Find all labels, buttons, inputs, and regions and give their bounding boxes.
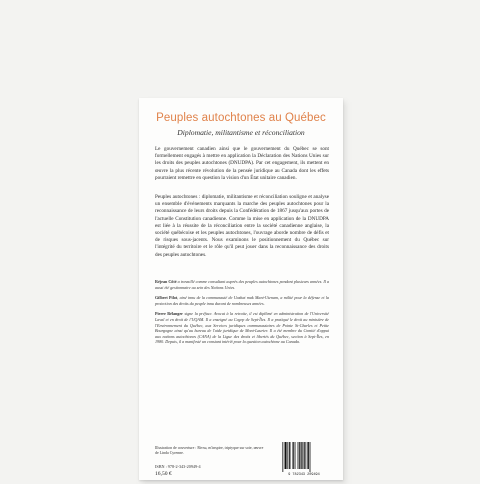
- barcode-bar: [289, 442, 290, 469]
- barcode-bar: [287, 442, 288, 469]
- author-bio: [155, 311, 329, 345]
- book-title: Peuples autochtones au Québec: [149, 112, 333, 124]
- price: 16,50 €: [155, 471, 172, 477]
- author-bio-text: a travaillé comme consultant auprès des peuples autochtones pendant plusieurs années. Il a aussi été gestionnaire au sein des Nations Unies.: [155, 279, 329, 290]
- barcode-bar: [301, 442, 302, 469]
- book-subtitle: Diplomatie, militantisme et réconciliation: [149, 128, 333, 137]
- book-back-cover: [139, 98, 343, 480]
- isbn: ISBN : 978-2-343-20949-4: [155, 464, 201, 469]
- blurb-paragraph-2: Peuples autochtones : diplomatie, militantisme et réconciliation souligne et analyse un ensemble d'événements marquants la marche des peuples autochtones pour la reconnaissance de leurs droits depuis la Confédération de 1867 jusqu'aux portes de l'actuelle Constitution canadienne. Comme la mise en application de la DNUDPA est liée à la réussite de la réconciliation entre la société canadienne anglaise, la société québécoise et les peuples autochtones, l'ouvrage aborde nombre de défis et de risques sous-jacents. Nous examinons le positionnement du Québec sur l'intégrité du territoire et le rôle qu'il peut jouer dans la reconnaissance des droits des peuples autochtones.: [155, 194, 329, 259]
- barcode-bar: [285, 442, 286, 469]
- author-name: Pierre Bélanger: [155, 311, 183, 316]
- author-bio-text: signe la préface. Avocat à la retraite, il est diplômé en administration de l'Université Laval et en droit de l'UQAM. Il a enseigné au Cegep de Sept-Îles. Il a pratiqué le droit au ministère de l'Environnement du Québec, aux Services juridiques communautaires de Pointe St-Charles et Petite Bourgogne ainsi qu'au bureau de l'aide juridique de Mont-Laurier. Il a été membre du Comité d'appui aux nations autochtones (CANA) de la Ligue des droits et libertés du Québec, section à Sept-Îles, en 1980. Depuis, il a manifesté un constant intérêt pour la question autochtone au Canada.: [155, 311, 329, 344]
- author-bio-text: , ainé innu de la communauté de Uashat mak Mani-Utenam, a milité pour la défense et la protection des droits du peuple innu durant de nombreuses années.: [155, 295, 329, 306]
- barcode-bars: [281, 442, 327, 472]
- illustration-credit: Illustration de couverture : Rivsu, m'inspire, triptyque sur soie, œuvre de Linda Cyrenne.: [155, 446, 265, 456]
- barcode-bar: [304, 442, 305, 469]
- author-bios: [155, 279, 329, 350]
- barcode-bar: [299, 442, 300, 469]
- barcode-bar: [293, 442, 294, 469]
- barcode: [281, 442, 327, 472]
- barcode-number: 9 782343 209494: [281, 473, 327, 477]
- barcode-bar: [308, 442, 309, 469]
- author-name: Réjean Côté: [155, 279, 177, 284]
- author-bio: [155, 295, 329, 306]
- author-name: Gilbert Pilot: [155, 295, 177, 300]
- author-bio: [155, 279, 329, 290]
- blurb-paragraph-1: Le gouvernement canadien ainsi que le gouvernement du Québec se sont formellement engagés à mettre en application la Déclaration des Nations Unies sur les droits des peuples autochtones (DNUDPA). Par cet engagement, ils mettent en œuvre la plus récente révolution de la pensée juridique au Canada dont les effets pourraient remettre en question la vision d'un État unitaire canadien.: [155, 146, 329, 182]
